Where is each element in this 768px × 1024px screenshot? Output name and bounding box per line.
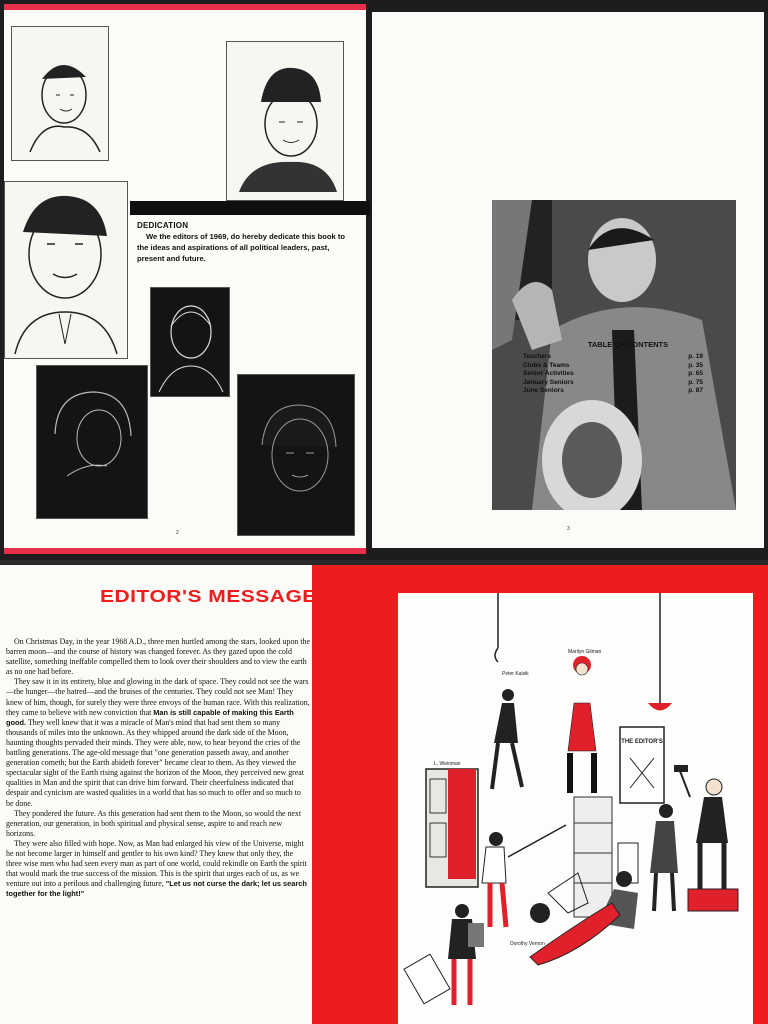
page-number-right: 3 <box>567 526 570 532</box>
bottom-figure-label: Dorothy Vernon <box>510 941 545 947</box>
top-figure-label: Marilyn Gilman <box>568 649 602 655</box>
toc-title: TABLE OF CONTENTS <box>587 340 669 349</box>
portrait-dark-2 <box>36 365 148 519</box>
dedication-bar <box>130 201 370 215</box>
pink-edge-bottom <box>4 548 366 554</box>
bottom-spread <box>0 565 768 1024</box>
editors-message-page <box>0 565 317 1024</box>
portrait-sketch-1 <box>11 26 109 161</box>
editors-cartoon <box>398 593 753 1024</box>
portrait-dark-1 <box>150 287 230 397</box>
dedication-title: DEDICATION <box>137 221 189 230</box>
editors-message-text: On Christmas Day, in the year 1968 A.D., three men hurtled among the stars, looked upon the barren moon—and the course of history was changed forever. As they gazed upon the cold satellite, something ineffable compelled them to look over their shoulders and to view the earth as no one had before. They saw it in its entirety, blue and glowing in the dark of space. They could not see the wars—the hunger—the hatred—and the bruises of the centuries. They could not see Man! They knew of him, though, for surely they were three envoys of the human race. With this realization, they came to believe with new conviction that Man is still capable of making this Earth good. They well knew that it was a miracle of Man's mind that had sent them so many thousands of miles into the unknown. As they whipped around the dark side of the Moon, haunting thoughts pervaded their minds. They were able, now, to hear beyond the cries of the battling generations. The age-old message that "one generation passeth away, and another generation cometh; but the Earth abideth forever" became clear to them. As they viewed the spectacular sight of the Earth rising against the horizon of the Moon, they perceived new great qualities in Man and the spirit that can drive him forward. Their cheerfulness indicated that despair and cynicism are wasted qualities in a world that has so much to offer and so much to be done. They pondered the future. As this generation had sent them to the Moon, so would the next generation, our generation, in both spiritual and physical sense, aspire to and reach new horizons. They were also filled with hope. Now, as Man had enlarged his view of the Universe, might he not become larger in himself and gentler to his own kind? They knew that only they, the three wise men who had seen every man as part of one world, could rekindle on Earth the spirit that would mark the true success of the mission. This is the spirit that urges each of us, as we venture out into a perilous and challenging future, "Let us not curse the dark; let us search together for the light!" <box>6 637 310 899</box>
toc-entry[interactable]: Teachers p. 19 <box>523 353 703 360</box>
toc-entry[interactable]: June Seniors p. 87 <box>523 387 703 394</box>
dedication-page <box>4 10 366 548</box>
portrait-sketch-2 <box>226 41 344 201</box>
toc-entry[interactable]: January Seniors p. 75 <box>523 378 703 386</box>
door-label: L. Weinman <box>434 761 461 767</box>
left-figure-label: Peter Kaisik <box>502 671 529 677</box>
editors-sign-text: THE EDITOR'S <box>621 739 663 745</box>
dedication-text: We the editors of 1969, do hereby dedicate this book to the ideas and aspirations of all political leaders, past, present and future. <box>137 232 346 263</box>
portrait-sketch-3 <box>4 181 128 359</box>
portrait-dark-3 <box>237 374 355 536</box>
table-of-contents <box>523 340 703 396</box>
editors-message-title: EDITOR'S MESSAGE <box>100 586 317 607</box>
page-number-left: 2 <box>176 530 179 536</box>
toc-entry[interactable]: Senior Activities p. 65 <box>523 370 703 377</box>
toc-entry[interactable]: Clubs & Teams p. 35 <box>523 361 703 369</box>
